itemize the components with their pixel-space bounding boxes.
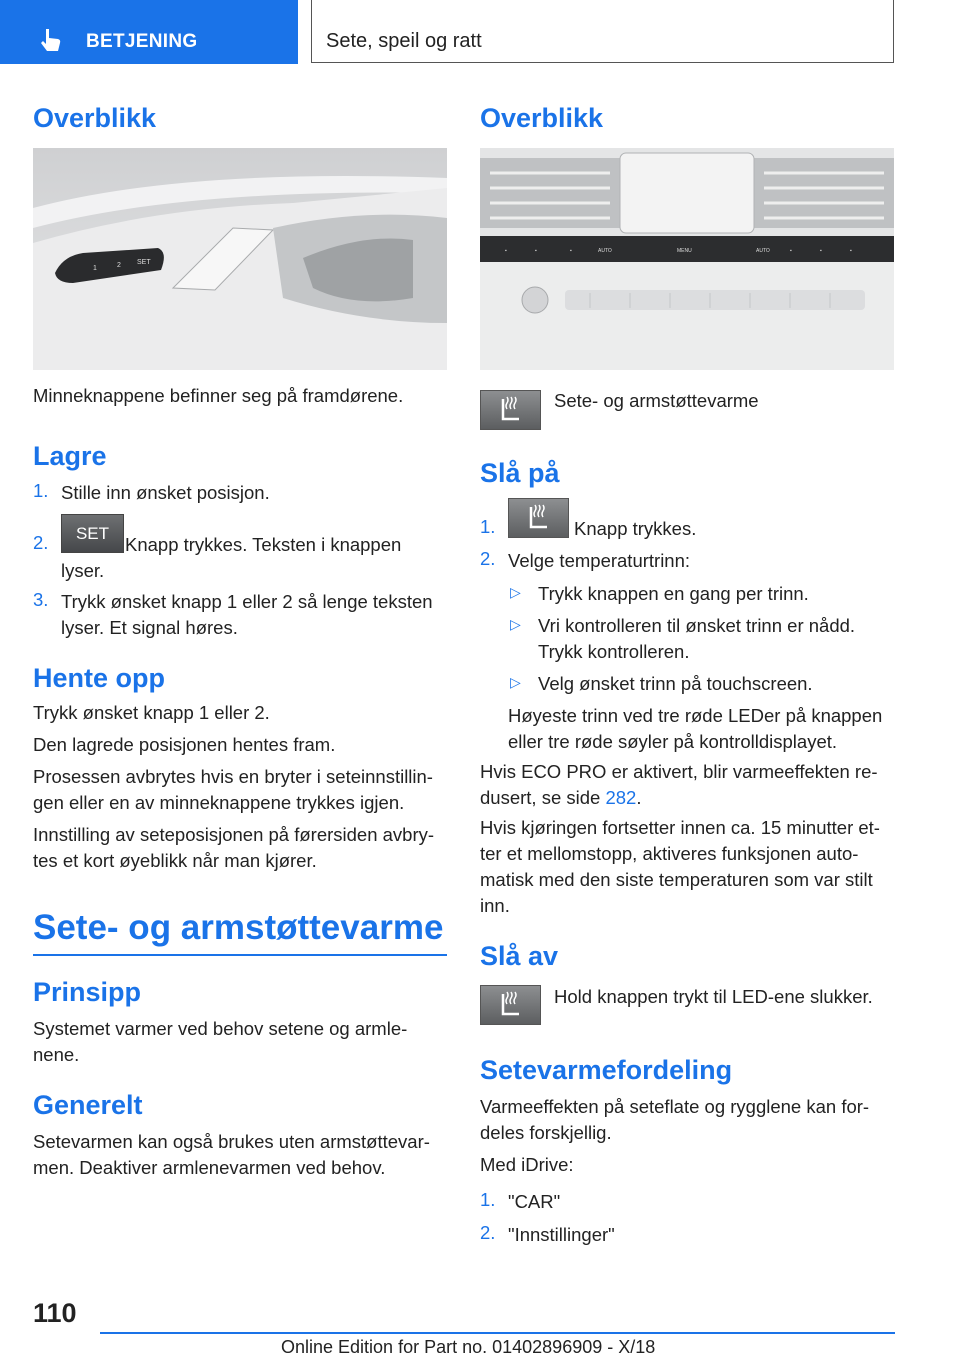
heading-prinsipp: Prinsipp <box>33 977 142 1007</box>
list-item <box>480 1222 894 1252</box>
chapter-tab <box>0 0 298 64</box>
list-item <box>33 589 447 649</box>
step-text: Knapp trykkes. <box>574 518 697 539</box>
list-item <box>480 1189 894 1219</box>
memory-button-set: SET <box>137 259 151 266</box>
section-label: BETJENING <box>86 31 198 52</box>
paragraph: Setevarmen kan også brukes uten armstøttevar-men. Deaktiver armlenevarmen ved behov. <box>33 1131 430 1178</box>
step-text: Knapp trykkes. Teksten i knappen lyser. <box>61 534 402 581</box>
paragraph: Hold knappen trykt til LED-ene slukker. <box>554 986 873 1007</box>
console-auto-right: AUTO <box>756 248 770 254</box>
door-memory-buttons-image <box>33 148 447 370</box>
heading-setevarmefordeling: Setevarmefordeling <box>480 1055 733 1085</box>
paragraph: Den lagrede posisjonen hentes fram. <box>33 734 336 755</box>
console-auto-left: AUTO <box>598 248 612 254</box>
climate-console-image <box>480 148 894 370</box>
paragraph: Systemet varmer ved behov setene og armle-nene. <box>33 1018 408 1065</box>
step-number: 2. <box>480 548 496 569</box>
paragraph: Prosessen avbrytes hvis en bryter i seteinnstillin-gen eller en av minneknappene trykkes igjen. <box>33 766 433 813</box>
bullet-item <box>480 581 894 611</box>
svg-text:▪: ▪ <box>535 248 537 254</box>
step-number: 1. <box>480 1189 496 1210</box>
page-title: Sete, speil og ratt <box>326 30 482 52</box>
seat-heating-icon <box>480 985 541 1025</box>
triangle-bullet-icon: ▷ <box>510 584 521 600</box>
seat-heating-icon <box>480 390 541 430</box>
chapter-heading: Sete- og armstøttevarme <box>33 908 444 947</box>
paragraph: Høyeste trinn ved tre røde LEDer på knappen eller tre røde søyler på kontrolldisplayet. <box>508 705 883 752</box>
page-title-box <box>311 0 894 63</box>
heading-hente-opp: Hente opp <box>33 663 165 693</box>
bullet-item <box>480 613 894 671</box>
svg-text:▪: ▪ <box>820 248 822 254</box>
step-number: 2. <box>480 1222 496 1243</box>
memory-button-1: 1 <box>93 265 97 272</box>
door-caption: Minneknappene befinner seg på framdørene. <box>33 385 404 406</box>
step-number: 1. <box>33 480 49 501</box>
svg-text:▪: ▪ <box>790 248 792 254</box>
step-text: Trykk ønsket knapp 1 eller 2 så lenge teksten lyser. Et signal høres. <box>61 591 433 638</box>
page-link[interactable]: 282 <box>605 787 637 808</box>
eco-paragraph <box>480 759 894 811</box>
step-text: "CAR" <box>508 1191 561 1212</box>
eco-text: Hvis ECO PRO er aktivert, blir varmeeffekten re-dusert, se side <box>480 761 878 808</box>
step-text: Velge temperaturtrinn: <box>508 550 691 571</box>
memory-button-2: 2 <box>117 262 121 269</box>
heading-lagre: Lagre <box>33 441 107 471</box>
paragraph: Varmeeffekten på seteflate og rygglene kan for-deles forskjellig. <box>480 1096 870 1143</box>
heading-generelt: Generelt <box>33 1090 143 1120</box>
page-number: 110 <box>33 1298 77 1328</box>
footer-text: Online Edition for Part no. 01402896909 - X/18 <box>281 1337 656 1357</box>
heading-overblikk-left: Overblikk <box>33 103 157 133</box>
heading-sla-pa: Slå på <box>480 458 560 488</box>
heading-overblikk-right: Overblikk <box>480 103 604 133</box>
step-number: 1. <box>480 516 496 537</box>
list-item <box>33 514 447 584</box>
heading-sla-av: Slå av <box>480 941 559 971</box>
list-item <box>480 548 894 578</box>
step-number: 3. <box>33 589 49 610</box>
bullet-text: Velg ønsket trinn på touchscreen. <box>538 673 813 694</box>
seat-heating-icon <box>508 498 569 538</box>
bullet-text: Vri kontrolleren til ønsket trinn er nådd. Trykk kontrolleren. <box>538 615 856 662</box>
bullet-item <box>480 671 894 701</box>
paragraph: Trykk ønsket knapp 1 eller 2. <box>33 702 270 723</box>
svg-text:▪: ▪ <box>505 248 507 254</box>
list-item <box>33 480 447 512</box>
triangle-bullet-icon: ▷ <box>510 616 521 632</box>
console-menu: MENU <box>677 248 692 254</box>
paragraph: Hvis kjøringen fortsetter innen ca. 15 minutter et-ter et mellomstopp, aktiveres funksjonen auto-matisk med den siste temperaturen som var stilt inn. <box>480 817 880 916</box>
list-item <box>480 498 894 542</box>
step-number: 2. <box>33 532 49 553</box>
paragraph: Innstilling av seteposisjonen på førersiden avbry-tes et kort øyeblikk når man kjører. <box>33 824 435 871</box>
paragraph: Med iDrive: <box>480 1154 574 1175</box>
bullet-text: Trykk knappen en gang per trinn. <box>538 583 809 604</box>
footer-rule <box>100 1332 895 1334</box>
hand-pointer-icon <box>38 27 64 58</box>
set-button-icon: SET <box>61 514 124 553</box>
step-text: "Innstillinger" <box>508 1224 615 1245</box>
icon-caption: Sete- og armstøttevarme <box>554 390 759 411</box>
svg-text:▪: ▪ <box>570 248 572 254</box>
step-text: Stille inn ønsket posisjon. <box>61 482 270 503</box>
svg-text:▪: ▪ <box>850 248 852 254</box>
triangle-bullet-icon: ▷ <box>510 674 521 690</box>
chapter-rule <box>33 954 447 956</box>
eco-end: . <box>636 787 642 808</box>
